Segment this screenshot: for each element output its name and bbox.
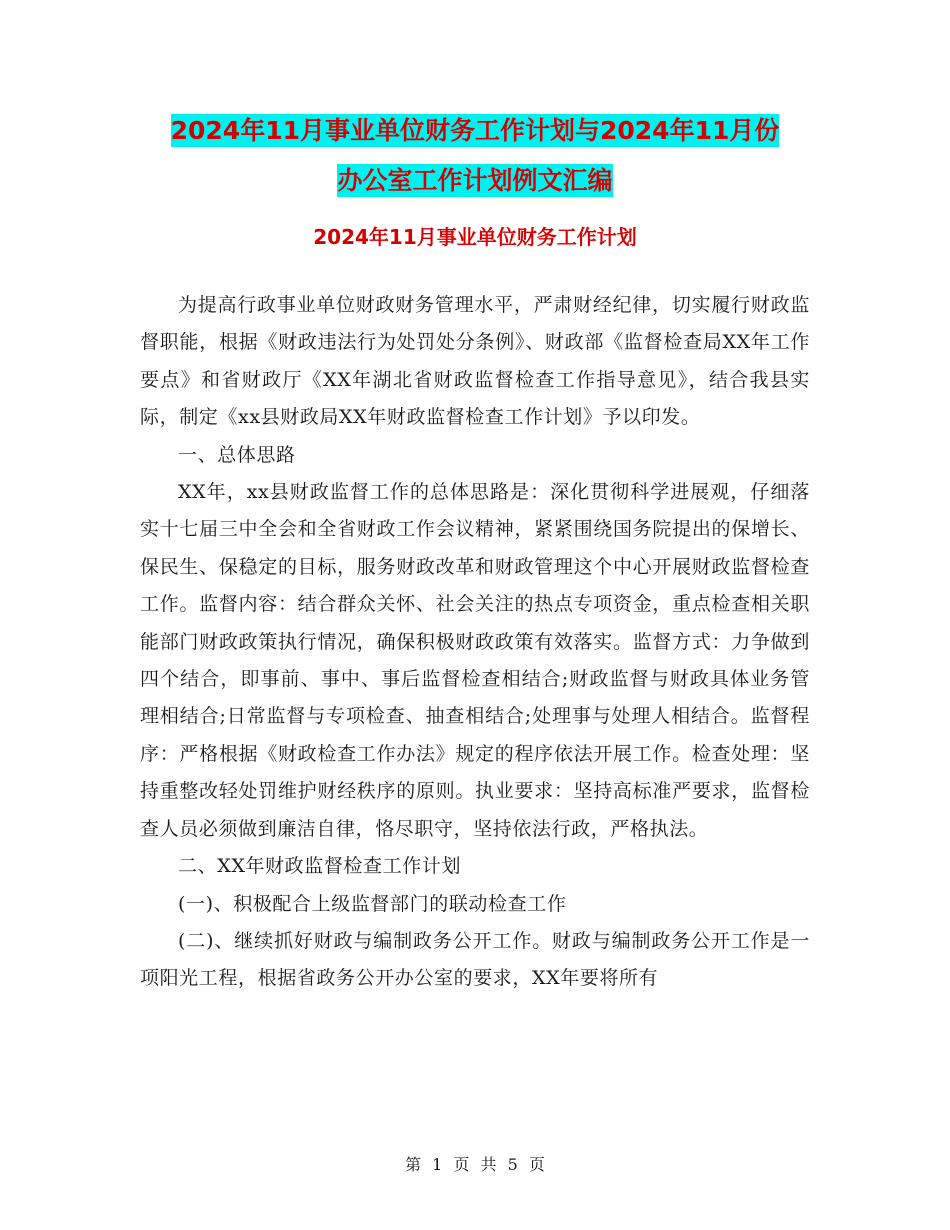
document-title-line-2: 办公室工作计划例文汇编 [337, 166, 613, 195]
page-number-footer: 第 1 页 共 5 页 [405, 1155, 545, 1174]
paragraph-intro: 为提高行政事业单位财政财务管理水平，严肃财经纪律，切实履行财政监督职能，根据《财政违法行为处罚处分条例》、财政部《监督检查局XX年工作要点》和省财政厅《XX年湖北省财政监督检查工作指导意见》，结合我县实际，制定《xx县财政局XX年财政监督检查工作计划》予以印发。 [140, 294, 810, 429]
document-body [140, 287, 810, 998]
paragraph-overall-approach: XX年，xx县财政监督工作的总体思路是：深化贯彻科学进展观，仔细落实十七届三中全会和全省财政工作会议精神，紧紧围绕国务院提出的保增长、保民生、保稳定的目标，服务财政改革和财政管理这个中心开展财政监督检查工作。监督内容：结合群众关怀、社会关注的热点专项资金，重点检查相关职能部门财政政策执行情况，确保积极财政政策有效落实。监督方式：力争做到四个结合，即事前、事中、事后监督检查相结合;财政监督与财政具体业务管理相结合;日常监督与专项检查、抽查相结合;处理事与处理人相结合。监督程序：严格根据《财政检查工作办法》规定的程序依法开展工作。检查处理：坚持重整改轻处罚维护财经秩序的原则。执业要求：坚持高标准严要求，监督检查人员必须做到廉洁自律，恪尽职守，坚持依法行政，严格执法。 [140, 481, 810, 840]
paragraph-plan-item-1: (一)、积极配合上级监督部门的联动检查工作 [178, 892, 567, 915]
heading-work-plan: 二、XX年财政监督检查工作计划 [178, 855, 462, 878]
section-title: 2024年11月事业单位财务工作计划 [313, 225, 637, 249]
paragraph-plan-item-2: (二)、继续抓好财政与编制政务公开工作。财政与编制政务公开工作是一项阳光工程，根据省政务公开办公室的要求，XX年要将所有 [140, 929, 810, 990]
document-title-line-1: 2024年11月事业单位财务工作计划与2024年11月份 [170, 116, 780, 145]
heading-overall-approach: 一、总体思路 [178, 443, 296, 466]
document-title [140, 106, 810, 206]
